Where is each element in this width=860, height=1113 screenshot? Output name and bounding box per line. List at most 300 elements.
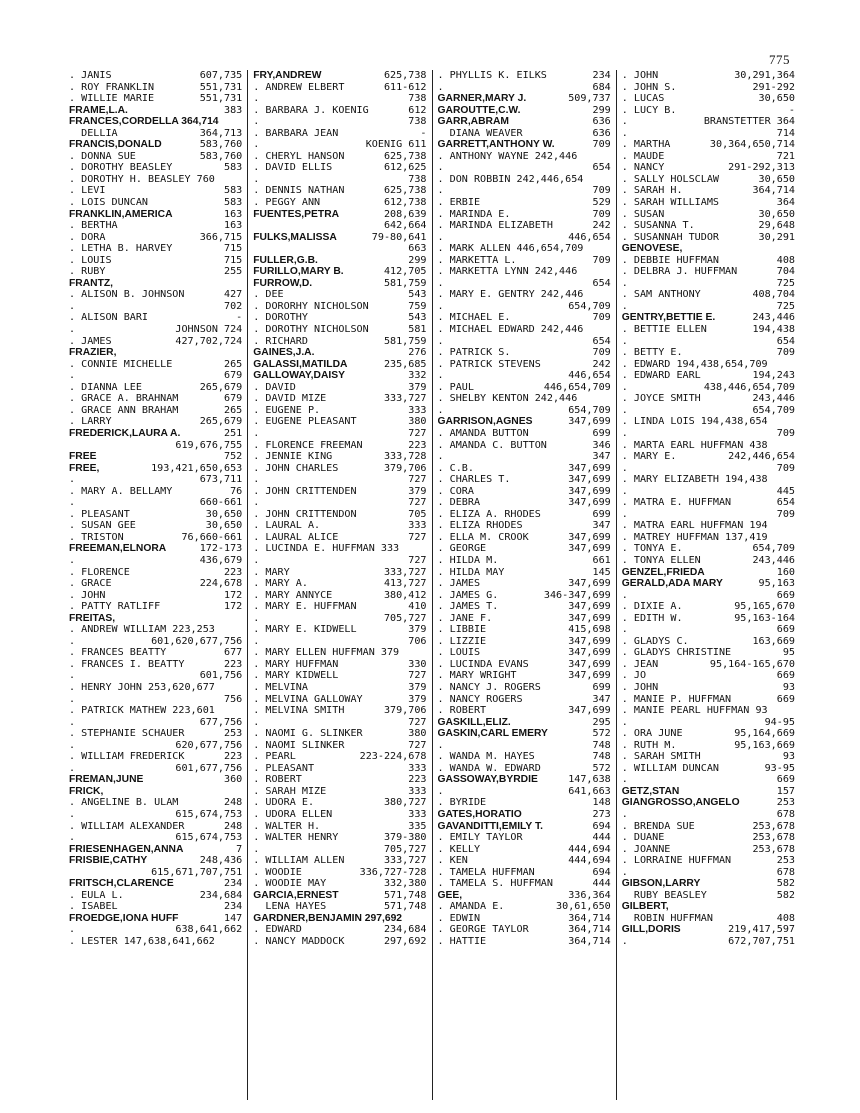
- index-entry: [438, 740, 611, 752]
- entry-pages: 95,163,669: [734, 739, 795, 751]
- entry-name: . EUGENE PLEASANT: [253, 416, 357, 428]
- entry-pages: 380: [408, 728, 427, 740]
- entry-name: . MATREY HUFFMAN 137,419: [621, 531, 768, 543]
- index-entry: [622, 428, 795, 440]
- index-entry: [253, 751, 426, 763]
- entry-name: . MARINDA E.: [437, 208, 511, 220]
- index-entry: [253, 93, 426, 105]
- entry-name: . ROBERT: [437, 705, 487, 717]
- entry-pages: 347,699: [568, 647, 611, 659]
- index-entry: [622, 116, 795, 128]
- entry-pages: 276: [408, 347, 427, 359]
- index-entry: [253, 301, 426, 313]
- entry-name: . LUCAS: [621, 93, 665, 105]
- entry-pages: 380,727: [383, 797, 427, 809]
- index-entry: [253, 185, 426, 197]
- index-entry: [69, 936, 242, 948]
- index-entry: [438, 590, 611, 602]
- entry-name: . JAMES: [69, 335, 112, 347]
- entry-pages: [791, 901, 795, 913]
- entry-name: FRAME,L.A.: [69, 104, 128, 116]
- entry-pages: 235,685: [383, 358, 427, 370]
- entry-name: FREMAN,JUNE: [69, 774, 144, 786]
- entry-name: . DON ROBBIN 242,446,654: [437, 173, 584, 185]
- index-entry: [253, 578, 426, 590]
- entry-name: . MARY ELIZABETH 194,438: [621, 474, 768, 486]
- entry-name: . LAURAL A.: [253, 520, 321, 532]
- index-entry: [622, 832, 795, 844]
- entry-pages: 612,738: [383, 197, 427, 209]
- entry-name: . WANDA W. EDWARD: [437, 762, 541, 774]
- entry-name: .: [253, 635, 260, 647]
- index-entry: [438, 405, 611, 417]
- index-entry: [253, 613, 426, 625]
- index-entry: [438, 682, 611, 694]
- entry-name: GARR,ABRAM: [437, 116, 509, 128]
- entry-name: GATES,HORATIO: [437, 809, 522, 820]
- entry-pages: 273: [592, 809, 611, 820]
- entry-name: GARRISON,AGNES: [437, 416, 533, 428]
- entry-name: FREEMAN,ELNORA: [69, 543, 167, 555]
- surname-entry: [69, 855, 242, 867]
- entry-name: . MELVINA: [253, 681, 308, 693]
- index-entry: [622, 105, 795, 117]
- entry-pages: 379,706: [383, 462, 427, 474]
- entry-pages: 30,650: [758, 208, 795, 220]
- entry-name: . FRANCES I. BEATTY: [69, 658, 185, 670]
- entry-pages: 265: [224, 404, 243, 416]
- entry-pages: 727: [408, 474, 427, 486]
- index-entry: [438, 289, 611, 301]
- index-entry: [69, 901, 242, 913]
- entry-pages: 709: [592, 185, 611, 197]
- entry-pages: 714: [776, 127, 795, 139]
- index-entry: [69, 174, 242, 186]
- entry-name: .: [437, 404, 444, 416]
- entry-pages: 709: [776, 347, 795, 359]
- index-entry: [622, 809, 795, 821]
- entry-pages: 709: [592, 139, 611, 151]
- index-entry: [69, 520, 242, 532]
- entry-pages: 242: [592, 358, 611, 370]
- entry-name: . GLADYS CHRISTINE: [621, 647, 732, 659]
- entry-pages: 333: [408, 785, 427, 797]
- entry-name: . MATRA E. HUFFMAN: [621, 497, 732, 509]
- entry-pages: 299: [592, 104, 611, 116]
- entry-pages: 694: [592, 866, 611, 878]
- entry-name: DELLIA: [69, 127, 118, 139]
- index-entry: [69, 70, 242, 82]
- index-entry: [253, 509, 426, 521]
- index-entry: [622, 416, 795, 428]
- entry-pages: 347,699: [568, 531, 611, 543]
- surname-entry: [69, 278, 242, 290]
- surname-entry: [622, 578, 795, 590]
- entry-pages: 147: [224, 912, 243, 924]
- entry-name: . ELIZA RHODES: [437, 520, 523, 532]
- entry-name: . LUCINDA EVANS: [437, 658, 529, 670]
- index-entry: [253, 832, 426, 844]
- entry-pages: 208,639: [383, 208, 427, 220]
- entry-name: . CONNIE MICHELLE: [69, 358, 173, 370]
- entry-pages: 242,446,654: [728, 451, 795, 463]
- entry-pages: [791, 440, 795, 452]
- index-entry: [253, 670, 426, 682]
- index-entry: [622, 936, 795, 948]
- index-entry: [622, 347, 795, 359]
- index-entry: [622, 890, 795, 902]
- entry-pages: 193,421,650,653: [151, 462, 243, 474]
- index-entry: [69, 289, 242, 301]
- index-entry: [69, 220, 242, 232]
- entry-name: GIANGROSSO,ANGELO: [621, 797, 740, 809]
- entry-pages: 265,679: [199, 381, 243, 393]
- entry-pages: 347,699: [568, 670, 611, 682]
- entry-pages: 253,678: [752, 832, 795, 844]
- entry-pages: 699: [592, 508, 611, 520]
- entry-pages: 79-80,641: [371, 231, 427, 243]
- entry-pages: [791, 416, 795, 428]
- index-entry: [438, 878, 611, 890]
- entry-pages: 601,756: [199, 670, 243, 682]
- entry-name: [253, 243, 404, 255]
- entry-pages: 412,705: [383, 266, 427, 278]
- entry-pages: 408: [776, 254, 795, 266]
- entry-pages: 725: [776, 277, 795, 289]
- entry-name: . JANE F.: [437, 612, 493, 624]
- entry-pages: 172-173: [199, 543, 243, 555]
- entry-name: GENOVESE,: [621, 243, 683, 255]
- index-entry: [438, 578, 611, 590]
- entry-pages: 445: [776, 485, 795, 497]
- entry-pages: 583: [224, 197, 243, 209]
- entry-name: .: [69, 739, 76, 751]
- entry-name: GALLOWAY,DAISY: [253, 370, 345, 382]
- entry-pages: 581,759: [383, 277, 427, 289]
- index-entry: [69, 474, 242, 486]
- entry-pages: [791, 474, 795, 486]
- surname-entry: [253, 347, 426, 359]
- entry-name: . NANCY: [621, 162, 665, 174]
- index-entry: [622, 82, 795, 94]
- entry-name: . MARY E. GENTRY 242,446: [437, 289, 584, 301]
- entry-pages: 333,727: [383, 855, 427, 867]
- entry-pages: 30,61,650: [556, 901, 611, 913]
- entry-name: . SUSAN GEE: [69, 520, 136, 532]
- entry-pages: 333: [408, 404, 427, 416]
- entry-name: . EDWARD EARL: [621, 370, 701, 382]
- surname-entry: [438, 809, 611, 821]
- surname-entry: [438, 93, 611, 105]
- entry-name: .: [253, 173, 260, 185]
- index-entry: [622, 855, 795, 867]
- entry-name: . EDWARD: [253, 924, 302, 936]
- surname-entry: [69, 913, 242, 925]
- entry-name: . WANDA M. HAYES: [437, 751, 535, 763]
- index-entry: [69, 336, 242, 348]
- index-entry: [438, 832, 611, 844]
- index-entry: [438, 624, 611, 636]
- entry-name: .: [69, 762, 76, 774]
- index-entry: [253, 197, 426, 209]
- entry-pages: 684: [592, 81, 611, 93]
- entry-pages: 625,738: [383, 70, 427, 81]
- entry-pages: 625,738: [383, 150, 427, 162]
- entry-name: . DORA: [69, 231, 106, 243]
- entry-pages: 654,709: [568, 404, 611, 416]
- entry-pages: 636: [592, 127, 611, 139]
- entry-pages: [607, 393, 611, 405]
- entry-name: . DAVID MIZE: [253, 393, 327, 405]
- index-entry: [438, 936, 611, 948]
- index-entry: [69, 705, 242, 717]
- entry-name: . JOYCE SMITH: [621, 393, 701, 405]
- entry-pages: 678: [776, 809, 795, 820]
- entry-name: . DEBBIE HUFFMAN: [621, 254, 719, 266]
- entry-pages: 380,412: [383, 589, 427, 601]
- entry-pages: 242: [592, 220, 611, 232]
- index-entry: [253, 624, 426, 636]
- entry-name: . SUSAN: [621, 208, 665, 220]
- index-entry: [253, 647, 426, 659]
- entry-pages: 715: [224, 243, 243, 255]
- index-entry: [253, 821, 426, 833]
- surname-entry: [253, 70, 426, 82]
- entry-name: FRICK,: [69, 785, 104, 797]
- entry-name: .: [253, 474, 260, 486]
- entry-pages: 699: [592, 681, 611, 693]
- index-entry: [253, 416, 426, 428]
- entry-pages: 446,654: [568, 231, 611, 243]
- entry-pages: 335: [408, 820, 427, 832]
- index-entry: [622, 601, 795, 613]
- index-entry: [438, 705, 611, 717]
- entry-pages: 333: [408, 520, 427, 532]
- entry-name: . PATTY RATLIFF: [69, 601, 161, 613]
- surname-entry: [69, 451, 242, 463]
- entry-name: . HILDA MAY: [437, 566, 505, 578]
- entry-pages: 95: [782, 647, 795, 659]
- entry-pages: 444: [592, 832, 611, 844]
- entry-pages: BRANSTETTER 364: [703, 116, 795, 128]
- entry-name: GILL,DORIS: [621, 924, 681, 936]
- index-entry: [438, 128, 611, 140]
- index-entry: [438, 324, 611, 336]
- surname-entry: [622, 797, 795, 809]
- entry-name: . FLORENCE FREEMAN: [253, 439, 363, 451]
- index-entry: [622, 289, 795, 301]
- entry-name: FREDERICK,LAURA A.: [69, 427, 181, 439]
- entry-pages: [607, 324, 611, 336]
- entry-name: FRANCES,CORDELLA 364,714: [69, 116, 219, 128]
- index-entry: [622, 463, 795, 475]
- entry-pages: 333,728: [383, 451, 427, 463]
- index-entry: [622, 197, 795, 209]
- index-entry: [253, 105, 426, 117]
- entry-pages: 709: [592, 208, 611, 220]
- entry-name: . C.B.: [437, 462, 474, 474]
- entry-name: . PLEASANT: [253, 762, 315, 774]
- entry-name: .: [253, 116, 260, 128]
- entry-pages: 347,699: [568, 485, 611, 497]
- entry-name: .: [437, 785, 444, 797]
- entry-pages: 347,699: [568, 416, 611, 428]
- index-entry: [438, 474, 611, 486]
- entry-pages: 705,727: [383, 612, 427, 624]
- surname-entry: [438, 105, 611, 117]
- entry-name: . JOHN: [621, 70, 659, 81]
- entry-name: . RUTH M.: [621, 739, 677, 751]
- entry-name: . JAMES: [437, 578, 481, 590]
- index-entry: [622, 590, 795, 602]
- index-entry: [622, 370, 795, 382]
- entry-name: . BERTHA: [69, 220, 118, 232]
- surname-entry: [438, 139, 611, 151]
- entry-pages: 295: [592, 716, 611, 728]
- entry-name: . LEVI: [69, 185, 106, 197]
- entry-pages: 379: [408, 485, 427, 497]
- index-entry: [69, 324, 242, 336]
- entry-name: .: [621, 427, 628, 439]
- entry-pages: 248: [224, 797, 243, 809]
- entry-pages: 234,684: [383, 924, 427, 936]
- entry-name: .: [437, 451, 444, 463]
- index-entry: [438, 70, 611, 82]
- entry-pages: 582: [776, 878, 795, 890]
- entry-pages: 253,678: [752, 820, 795, 832]
- entry-pages: 234,684: [199, 889, 243, 901]
- entry-name: . MELVINA GALLOWAY: [253, 693, 363, 705]
- index-entry: [69, 601, 242, 613]
- index-entry: [622, 336, 795, 348]
- entry-pages: 93: [782, 681, 795, 693]
- entry-name: . JEAN: [621, 658, 659, 670]
- entry-name: FREE,: [69, 462, 100, 474]
- index-entry: [253, 440, 426, 452]
- index-entry: [69, 82, 242, 94]
- index-entry: [622, 659, 795, 671]
- entry-name: FURROW,D.: [253, 277, 313, 289]
- entry-name: FRY,ANDREW: [253, 70, 322, 81]
- index-entry: [69, 647, 242, 659]
- index-entry: [253, 289, 426, 301]
- index-entry: [438, 301, 611, 313]
- index-entry: [69, 497, 242, 509]
- entry-pages: 147,638: [568, 774, 611, 786]
- index-entry: [622, 543, 795, 555]
- entry-pages: 673,711: [199, 474, 243, 486]
- entry-pages: 444,694: [568, 855, 611, 867]
- index-entry: [622, 393, 795, 405]
- entry-pages: 727: [408, 427, 427, 439]
- index-entry: [253, 128, 426, 140]
- entry-name: . EDWARD 194,438,654,709: [621, 358, 768, 370]
- entry-name: . JAMES T.: [437, 601, 499, 613]
- entry-name: . LORRAINE HUFFMAN: [621, 855, 732, 867]
- entry-pages: 347,699: [568, 612, 611, 624]
- entry-pages: 738: [408, 173, 427, 185]
- entry-name: . JOANNE: [621, 843, 671, 855]
- entry-name: . BARBARA JEAN: [253, 127, 339, 139]
- entry-pages: 444: [592, 878, 611, 890]
- index-entry: [622, 740, 795, 752]
- entry-pages: 336,727-728: [359, 866, 427, 878]
- index-entry: [438, 278, 611, 290]
- entry-pages: 347,699: [568, 658, 611, 670]
- entry-name: .: [69, 924, 76, 936]
- entry-name: .: [69, 716, 76, 728]
- index-entry: [438, 382, 611, 394]
- entry-pages: 677: [224, 647, 243, 659]
- entry-pages: 727: [408, 670, 427, 682]
- entry-name: . UDORA ELLEN: [253, 809, 333, 820]
- surname-entry: [438, 774, 611, 786]
- index-entry: [438, 82, 611, 94]
- entry-name: GIBSON,LARRY: [621, 878, 701, 890]
- entry-name: . ELLA M. CROOK: [437, 531, 529, 543]
- entry-name: . HENRY JOHN 253,620,677: [69, 681, 215, 693]
- entry-pages: 759: [408, 300, 427, 312]
- entry-name: . TAMELA HUFFMAN: [437, 866, 535, 878]
- entry-name: . DEE: [253, 289, 284, 301]
- entry-name: . DOROTHY H. BEASLEY 760: [69, 173, 215, 185]
- entry-name: . MARKETTA LYNN 242,446: [437, 266, 578, 278]
- entry-pages: [238, 624, 242, 636]
- index-entry: [253, 405, 426, 417]
- entry-pages: 446,654,709: [543, 381, 611, 393]
- index-entry: [438, 855, 611, 867]
- index-entry: [253, 497, 426, 509]
- index-entry: [69, 405, 242, 417]
- entry-pages: 738: [408, 93, 427, 105]
- index-entry: [69, 93, 242, 105]
- entry-pages: 194,438: [752, 324, 795, 336]
- entry-name: . LINDA LOIS 194,438,654: [621, 416, 768, 428]
- entry-pages: 438,446,654,709: [703, 381, 795, 393]
- index-entry: [622, 266, 795, 278]
- entry-name: . BARBARA J. KOENIG: [253, 104, 369, 116]
- entry-name: FRISBIE,CATHY: [69, 855, 148, 867]
- entry-name: .: [69, 474, 76, 486]
- index-entry: [438, 670, 611, 682]
- entry-name: . AMANDA BUTTON: [437, 427, 529, 439]
- entry-name: . SALLY HOLSCLAW: [621, 173, 719, 185]
- entry-pages: 551,731: [199, 81, 243, 93]
- entry-name: .: [621, 624, 628, 636]
- entry-pages: 160: [776, 566, 795, 578]
- entry-name: . WILLIAM ALLEN: [253, 855, 345, 867]
- entry-pages: 704: [776, 266, 795, 278]
- index-entry: [622, 486, 795, 498]
- index-entry: [69, 670, 242, 682]
- surname-entry: [69, 105, 242, 117]
- entry-name: . NAOMI G. SLINKER: [253, 728, 363, 740]
- entry-pages: 364,714: [568, 936, 611, 948]
- entry-name: . WILLIAM ALEXANDER: [69, 820, 185, 832]
- page-number: 775: [769, 52, 790, 67]
- entry-name: . DORORHY NICHOLSON: [253, 300, 369, 312]
- entry-pages: 347,699: [568, 543, 611, 555]
- entry-pages: 672,707,751: [728, 936, 795, 948]
- entry-pages: 669: [776, 774, 795, 786]
- entry-pages: 333: [408, 762, 427, 774]
- entry-name: . FRANCES BEATTY: [69, 647, 167, 659]
- index-entry: [438, 209, 611, 221]
- entry-pages: 654,709: [752, 543, 795, 555]
- index-entry: [622, 128, 795, 140]
- entry-name: . WILLIE MARIE: [69, 93, 155, 105]
- index-entry: [438, 867, 611, 879]
